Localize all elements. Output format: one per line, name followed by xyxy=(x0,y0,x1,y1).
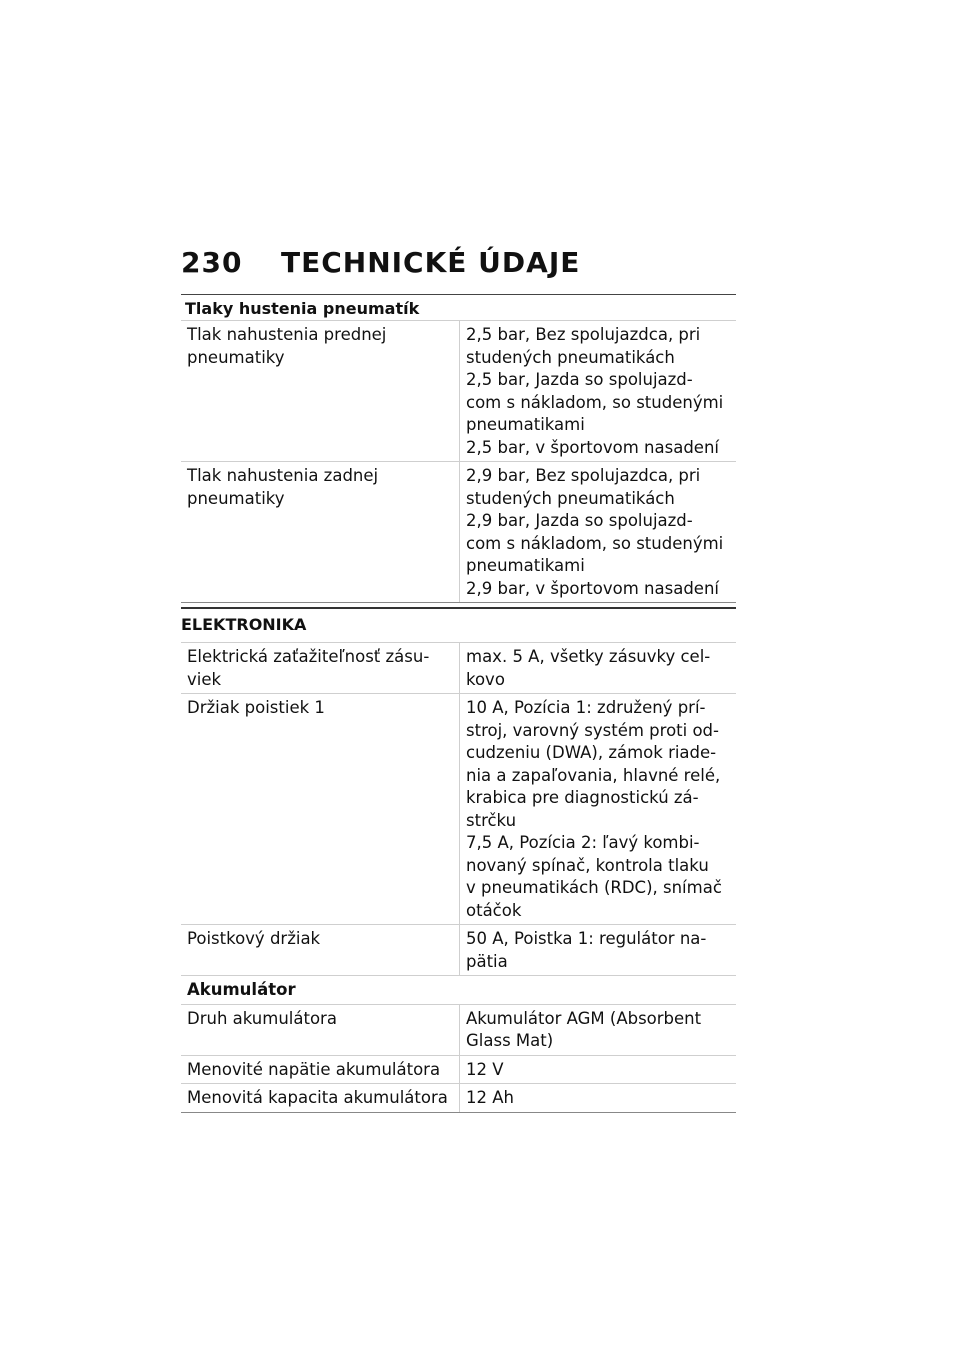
tire-pressure-label xyxy=(181,321,460,462)
value-line: 2,5 bar, Bez spolujazdca, pri xyxy=(466,325,701,344)
battery-row xyxy=(181,1055,736,1084)
value-line: pneumatikami xyxy=(466,556,585,575)
label-line: Menovité napätie akumulátora xyxy=(187,1059,441,1079)
electronics-label xyxy=(181,643,460,694)
value-line: pneumatikami xyxy=(466,415,585,434)
label-line: Tlak nahustenia zadnej xyxy=(187,466,379,485)
label-line: Elektrická zaťažiteľnosť zásu- xyxy=(187,647,430,666)
electronics-value xyxy=(460,694,737,925)
value-line: Glass Mat) xyxy=(466,1031,554,1050)
value-line: strčku xyxy=(466,810,517,830)
label-line: Držiak poistiek 1 xyxy=(187,698,325,717)
battery-value xyxy=(460,1055,737,1084)
battery-row xyxy=(181,1004,736,1055)
value-line: v pneumatikách (RDC), snímač xyxy=(466,878,722,897)
value-line: 2,5 bar, v športovom nasadení xyxy=(466,437,719,457)
value-line: 2,9 bar, v športovom nasadení xyxy=(466,578,719,598)
value-line: cudzeniu (DWA), zámok riade- xyxy=(466,743,717,762)
electronics-value xyxy=(460,925,737,976)
tire-pressure-title: Tlaky hustenia pneumatík xyxy=(181,295,736,321)
label-line: Poistkový držiak xyxy=(187,929,321,948)
chapter-title: TECHNICKÉ ÚDAJE xyxy=(281,246,581,279)
tire-pressure-value xyxy=(460,462,737,603)
value-line: stroj, varovný systém proti od- xyxy=(466,720,719,740)
electronics-title: ELEKTRONIKA xyxy=(181,609,736,643)
value-line: 2,9 bar, Jazda so spolujazd- xyxy=(466,511,693,530)
label-line: pneumatiky xyxy=(187,347,285,367)
tire-pressure-value xyxy=(460,321,737,462)
page-header xyxy=(181,246,580,279)
label-line: Menovitá kapacita akumulátora xyxy=(187,1088,448,1107)
tire-pressure-row xyxy=(181,321,736,462)
value-line: com s nákladom, so studenými xyxy=(466,533,724,553)
electronics-value xyxy=(460,643,737,694)
value-line: krabica pre diagnostickú zá- xyxy=(466,788,699,807)
battery-row xyxy=(181,1084,736,1113)
battery-value xyxy=(460,1084,737,1113)
electronics-label xyxy=(181,925,460,976)
electronics-label xyxy=(181,694,460,925)
electronics-section xyxy=(181,607,736,1113)
value-line: otáčok xyxy=(466,900,522,920)
label-line: Tlak nahustenia prednej xyxy=(187,325,387,344)
battery-label xyxy=(181,1004,460,1055)
electronics-row xyxy=(181,925,736,976)
tire-pressure-label xyxy=(181,462,460,603)
tire-pressure-row xyxy=(181,462,736,603)
value-line: 2,5 bar, Jazda so spolujazd- xyxy=(466,370,693,389)
label-line: viek xyxy=(187,669,222,689)
value-line: 50 A, Poistka 1: regulátor na- xyxy=(466,929,707,948)
tire-pressure-table xyxy=(181,321,736,603)
value-line: 2,9 bar, Bez spolujazdca, pri xyxy=(466,466,701,485)
value-line: com s nákladom, so studenými xyxy=(466,392,724,412)
battery-value xyxy=(460,1004,737,1055)
tire-pressure-section xyxy=(181,294,736,603)
value-line: Akumulátor AGM (Absorbent xyxy=(466,1008,702,1028)
battery-subhead-row xyxy=(181,976,736,1005)
electronics-row xyxy=(181,694,736,925)
electronics-row xyxy=(181,643,736,694)
value-line: pätia xyxy=(466,951,508,971)
value-line: 12 V xyxy=(466,1059,504,1079)
value-line: nia a zapaľovania, hlavné relé, xyxy=(466,765,721,785)
electronics-table xyxy=(181,643,736,1113)
value-line: novaný spínač, kontrola tlaku xyxy=(466,855,709,875)
label-line: Druh akumulátora xyxy=(187,1008,337,1028)
battery-label xyxy=(181,1055,460,1084)
value-line: 7,5 A, Pozícia 2: ľavý kombi- xyxy=(466,833,700,852)
label-line: pneumatiky xyxy=(187,488,285,508)
value-line: max. 5 A, všetky zásuvky cel- xyxy=(466,647,711,666)
value-line: 12 Ah xyxy=(466,1088,514,1107)
value-line: kovo xyxy=(466,669,505,689)
battery-label xyxy=(181,1084,460,1113)
battery-subhead: Akumulátor xyxy=(181,976,736,1005)
value-line: studených pneumatikách xyxy=(466,488,675,508)
value-line: studených pneumatikách xyxy=(466,347,675,367)
value-line: 10 A, Pozícia 1: združený prí- xyxy=(466,698,706,717)
page-number: 230 xyxy=(181,246,243,279)
